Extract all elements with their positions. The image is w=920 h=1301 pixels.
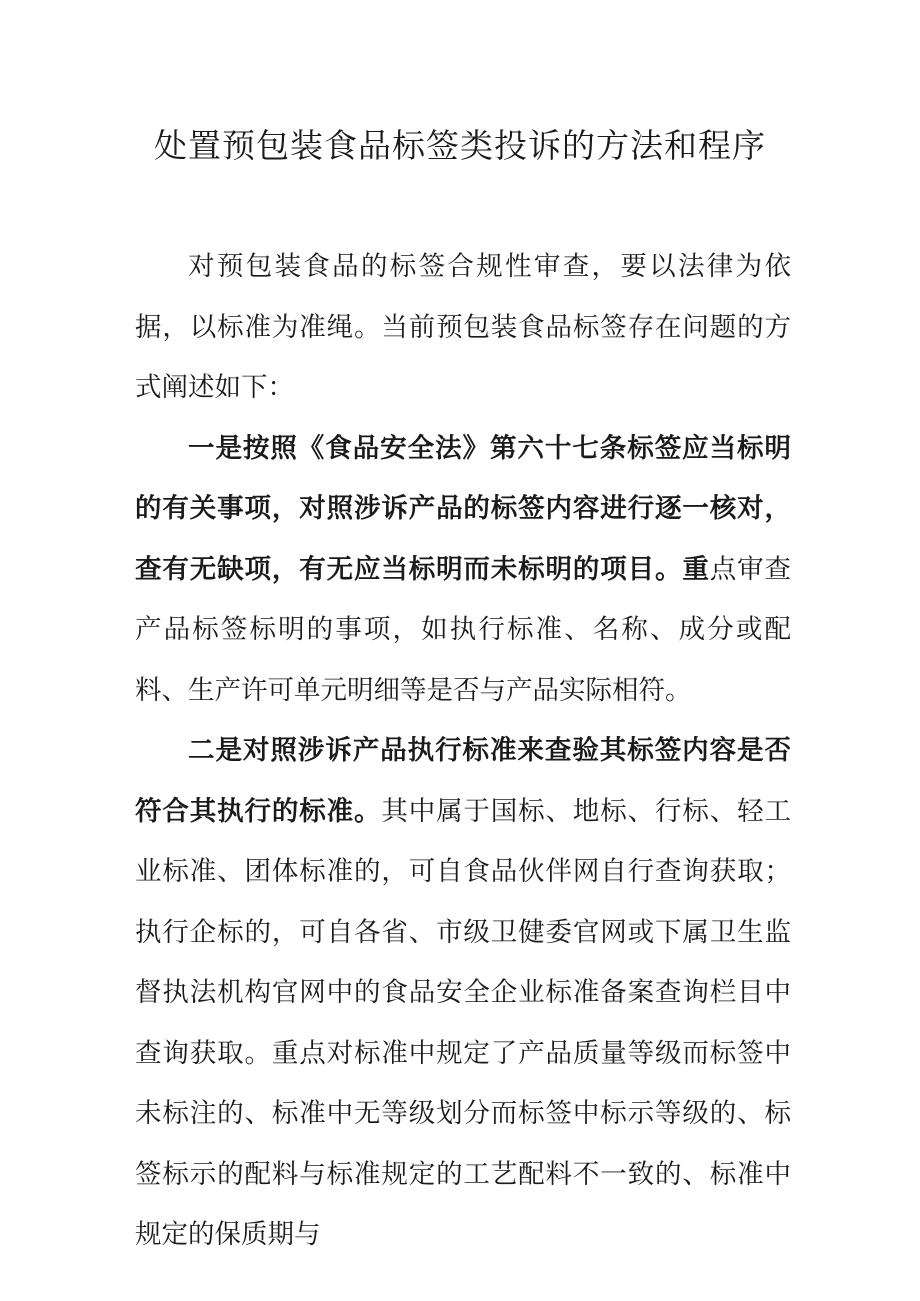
paragraph-point-one [135, 419, 791, 722]
paragraph-bold-lead: 一是按照《食品安全法》第六十七条标签应当标明的有关事项，对照涉诉产品的标签内容进行逐一核对，查有无缺项，有无应当标明而未标明的项目。重 [135, 432, 791, 585]
paragraph-text: 点审查产品标签标明的事项，如执行标准、名称、成分或配料、生产许可单元明细等是否与产品实际相符。 [135, 553, 792, 706]
paragraph-text: 其中属于国标、地标、行标、轻工业标准、团体标准的，可自食品伙伴网自行查询获取；执行企标的，可自各省、市级卫健委官网或下属卫生监督执法机构官网中的食品安全企业标准备案查询栏目中查询获取。重点对标准中规定了产品质量等级而标签中未标注的、标准中无等级划分而标签中标示等级的、标签标示的配料与标准规定的工艺配料不一致的、标准中规定的保质期与 [135, 795, 792, 1250]
paragraph-bold-lead: 二是对照涉诉产品执行标准来查验其标签内容是否符合其执行的标准。 [135, 735, 791, 827]
document-title: 处置预包装食品标签类投诉的方法和程序 [154, 126, 766, 165]
paragraph-intro [135, 237, 791, 419]
paragraph-point-two [135, 721, 791, 1266]
paragraph-text: 对预包装食品的标签合规性审查，要以法律为依据，以标准为准绳。当前预包装食品标签存在问题的方式阐述如下： [135, 251, 791, 403]
document-body [135, 237, 791, 1266]
